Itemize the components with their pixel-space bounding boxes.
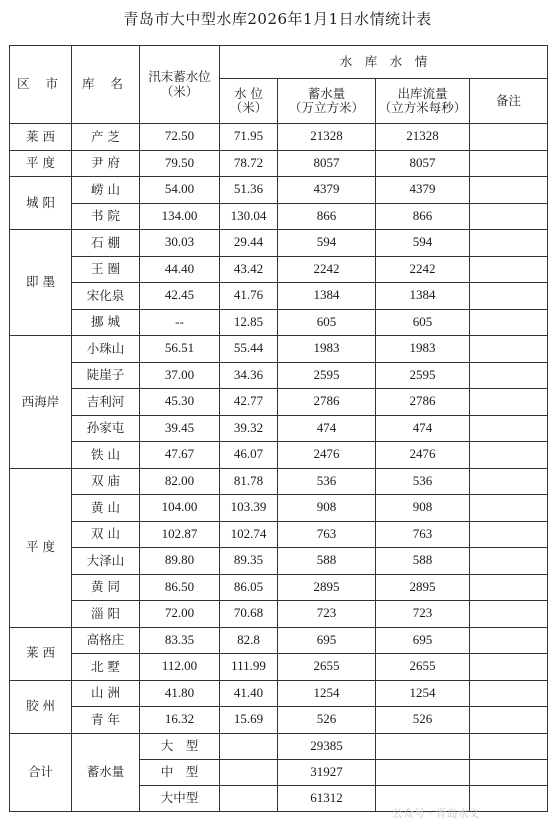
table-row — [10, 230, 548, 257]
table-row — [10, 124, 548, 151]
district-cell: 平 度 — [10, 150, 72, 177]
flood-limit-cell: 79.50 — [140, 150, 220, 177]
water-level-cell: 81.78 — [220, 468, 278, 495]
storage-cell: 526 — [278, 707, 376, 734]
summary-value-cell: 31927 — [278, 759, 376, 785]
storage-cell: 2595 — [278, 362, 376, 389]
remark-cell — [470, 654, 548, 681]
watermark: 公众号 · 青岛水文 — [392, 807, 480, 819]
storage-cell: 1254 — [278, 680, 376, 707]
reservoir-name-cell: 孙家屯 — [72, 415, 140, 442]
flood-limit-cell: 83.35 — [140, 627, 220, 654]
remark-cell — [470, 627, 548, 654]
water-level-cell: 51.36 — [220, 177, 278, 204]
table-row — [10, 203, 548, 230]
outflow-cell: 588 — [376, 548, 470, 575]
outflow-cell: 763 — [376, 521, 470, 548]
table-row — [10, 601, 548, 628]
storage-cell: 908 — [278, 495, 376, 522]
flood-limit-cell: 89.80 — [140, 548, 220, 575]
water-level-cell: 78.72 — [220, 150, 278, 177]
water-level-cell: 43.42 — [220, 256, 278, 283]
flood-limit-cell: 54.00 — [140, 177, 220, 204]
district-cell: 城 阳 — [10, 177, 72, 230]
water-level-cell: 42.77 — [220, 389, 278, 416]
outflow-cell: 2655 — [376, 654, 470, 681]
flood-limit-cell: 41.80 — [140, 680, 220, 707]
reservoir-name-cell: 青 年 — [72, 707, 140, 734]
outflow-cell: 8057 — [376, 150, 470, 177]
water-level-cell: 130.04 — [220, 203, 278, 230]
summary-blank-cell — [220, 759, 278, 785]
reservoir-name-cell: 黄 同 — [72, 574, 140, 601]
flood-limit-cell: -- — [140, 309, 220, 336]
header-flood-limit-level: 汛末蓄水位 （米） — [140, 46, 220, 124]
outflow-cell: 605 — [376, 309, 470, 336]
outflow-cell: 2595 — [376, 362, 470, 389]
summary-blank-cell — [376, 759, 470, 785]
summary-blank-cell — [376, 733, 470, 759]
storage-cell: 4379 — [278, 177, 376, 204]
outflow-cell: 2242 — [376, 256, 470, 283]
storage-cell: 2786 — [278, 389, 376, 416]
water-level-cell: 102.74 — [220, 521, 278, 548]
flood-limit-cell: 82.00 — [140, 468, 220, 495]
summary-type-cell: 大 型 — [140, 733, 220, 759]
header-storage: 蓄水量 （万立方米） — [278, 79, 376, 124]
storage-cell: 763 — [278, 521, 376, 548]
remark-cell — [470, 362, 548, 389]
district-cell: 莱 西 — [10, 124, 72, 151]
remark-cell — [470, 256, 548, 283]
reservoir-name-cell: 黄 山 — [72, 495, 140, 522]
reservoir-name-cell: 大泽山 — [72, 548, 140, 575]
table-row — [10, 177, 548, 204]
storage-cell: 2242 — [278, 256, 376, 283]
storage-cell: 474 — [278, 415, 376, 442]
table-row — [10, 256, 548, 283]
reservoir-name-cell: 王 圈 — [72, 256, 140, 283]
table-row — [10, 415, 548, 442]
district-cell: 平 度 — [10, 468, 72, 627]
remark-cell — [470, 442, 548, 469]
table-row — [10, 336, 548, 363]
summary-label-cell: 蓄水量 — [72, 733, 140, 811]
outflow-cell: 4379 — [376, 177, 470, 204]
header-outflow: 出库流量 （立方米每秒） — [376, 79, 470, 124]
remark-cell — [470, 177, 548, 204]
flood-limit-cell: 44.40 — [140, 256, 220, 283]
storage-cell: 8057 — [278, 150, 376, 177]
storage-cell: 588 — [278, 548, 376, 575]
summary-value-cell: 61312 — [278, 785, 376, 811]
outflow-cell: 1384 — [376, 283, 470, 310]
water-level-cell: 15.69 — [220, 707, 278, 734]
summary-type-cell: 大中型 — [140, 785, 220, 811]
flood-limit-cell: 39.45 — [140, 415, 220, 442]
remark-cell — [470, 548, 548, 575]
reservoir-name-cell: 铁 山 — [72, 442, 140, 469]
reservoir-name-cell: 挪 城 — [72, 309, 140, 336]
reservoir-name-cell: 小珠山 — [72, 336, 140, 363]
header-remark: 备注 — [470, 79, 548, 124]
header-reservoir: 库 名 — [72, 46, 140, 124]
reservoir-name-cell: 双 山 — [72, 521, 140, 548]
storage-cell: 536 — [278, 468, 376, 495]
water-level-cell: 29.44 — [220, 230, 278, 257]
reservoir-name-cell: 淄 阳 — [72, 601, 140, 628]
summary-blank-cell — [470, 733, 548, 759]
water-level-cell: 46.07 — [220, 442, 278, 469]
water-level-cell: 39.32 — [220, 415, 278, 442]
water-level-cell: 71.95 — [220, 124, 278, 151]
water-level-cell: 70.68 — [220, 601, 278, 628]
reservoir-name-cell: 宋化泉 — [72, 283, 140, 310]
flood-limit-cell: 134.00 — [140, 203, 220, 230]
remark-cell — [470, 495, 548, 522]
remark-cell — [470, 601, 548, 628]
water-level-cell: 41.40 — [220, 680, 278, 707]
summary-type-cell: 中 型 — [140, 759, 220, 785]
water-level-cell: 86.05 — [220, 574, 278, 601]
remark-cell — [470, 680, 548, 707]
flood-limit-cell: 42.45 — [140, 283, 220, 310]
summary-blank-cell — [220, 785, 278, 811]
table-row — [10, 548, 548, 575]
table-row — [10, 680, 548, 707]
table-row — [10, 574, 548, 601]
district-cell: 即 墨 — [10, 230, 72, 336]
table-row — [10, 362, 548, 389]
table-row — [10, 654, 548, 681]
summary-row — [10, 733, 548, 759]
outflow-cell: 21328 — [376, 124, 470, 151]
header-water-status: 水 库 水 情 — [220, 46, 548, 79]
flood-limit-cell: 56.51 — [140, 336, 220, 363]
water-level-cell: 55.44 — [220, 336, 278, 363]
remark-cell — [470, 336, 548, 363]
table-row — [10, 389, 548, 416]
water-level-cell: 41.76 — [220, 283, 278, 310]
reservoir-name-cell: 书 院 — [72, 203, 140, 230]
reservoir-name-cell: 陡崖子 — [72, 362, 140, 389]
reservoir-name-cell: 北 墅 — [72, 654, 140, 681]
remark-cell — [470, 203, 548, 230]
outflow-cell: 2895 — [376, 574, 470, 601]
outflow-cell: 695 — [376, 627, 470, 654]
water-level-cell: 111.99 — [220, 654, 278, 681]
flood-limit-cell: 16.32 — [140, 707, 220, 734]
remark-cell — [470, 283, 548, 310]
remark-cell — [470, 707, 548, 734]
water-level-cell: 34.36 — [220, 362, 278, 389]
reservoir-name-cell: 高格庄 — [72, 627, 140, 654]
reservoir-name-cell: 尹 府 — [72, 150, 140, 177]
summary-value-cell: 29385 — [278, 733, 376, 759]
flood-limit-cell: 104.00 — [140, 495, 220, 522]
reservoir-name-cell: 吉利河 — [72, 389, 140, 416]
district-cell: 西海岸 — [10, 336, 72, 469]
header-district: 区 市 — [10, 46, 72, 124]
remark-cell — [470, 230, 548, 257]
remark-cell — [470, 309, 548, 336]
water-level-cell: 89.35 — [220, 548, 278, 575]
table-row — [10, 707, 548, 734]
table-row — [10, 442, 548, 469]
table-row — [10, 283, 548, 310]
water-level-cell: 82.8 — [220, 627, 278, 654]
summary-blank-cell — [220, 733, 278, 759]
district-cell: 莱 西 — [10, 627, 72, 680]
flood-limit-cell: 112.00 — [140, 654, 220, 681]
storage-cell: 1983 — [278, 336, 376, 363]
table-row — [10, 495, 548, 522]
flood-limit-cell: 45.30 — [140, 389, 220, 416]
reservoir-name-cell: 崂 山 — [72, 177, 140, 204]
outflow-cell: 594 — [376, 230, 470, 257]
remark-cell — [470, 574, 548, 601]
flood-limit-cell: 86.50 — [140, 574, 220, 601]
flood-limit-cell: 37.00 — [140, 362, 220, 389]
table-row — [10, 521, 548, 548]
storage-cell: 2895 — [278, 574, 376, 601]
reservoir-name-cell: 山 洲 — [72, 680, 140, 707]
outflow-cell: 2476 — [376, 442, 470, 469]
remark-cell — [470, 389, 548, 416]
storage-cell: 1384 — [278, 283, 376, 310]
outflow-cell: 474 — [376, 415, 470, 442]
table-title: 青岛市大中型水库2026年1月1日水情统计表 — [123, 10, 432, 28]
outflow-cell: 1983 — [376, 336, 470, 363]
district-cell: 胶 州 — [10, 680, 72, 733]
outflow-cell: 2786 — [376, 389, 470, 416]
outflow-cell: 536 — [376, 468, 470, 495]
outflow-cell: 526 — [376, 707, 470, 734]
flood-limit-cell: 102.87 — [140, 521, 220, 548]
water-level-cell: 103.39 — [220, 495, 278, 522]
flood-limit-cell: 47.67 — [140, 442, 220, 469]
remark-cell — [470, 150, 548, 177]
storage-cell: 594 — [278, 230, 376, 257]
table-row — [10, 150, 548, 177]
outflow-cell: 1254 — [376, 680, 470, 707]
summary-district-cell: 合计 — [10, 733, 72, 811]
reservoir-name-cell: 双 庙 — [72, 468, 140, 495]
flood-limit-cell: 30.03 — [140, 230, 220, 257]
storage-cell: 723 — [278, 601, 376, 628]
flood-limit-cell: 72.00 — [140, 601, 220, 628]
table-row — [10, 468, 548, 495]
water-level-cell: 12.85 — [220, 309, 278, 336]
reservoir-name-cell: 石 棚 — [72, 230, 140, 257]
outflow-cell: 866 — [376, 203, 470, 230]
outflow-cell: 908 — [376, 495, 470, 522]
storage-cell: 605 — [278, 309, 376, 336]
remark-cell — [470, 124, 548, 151]
table-row — [10, 627, 548, 654]
remark-cell — [470, 415, 548, 442]
storage-cell: 2655 — [278, 654, 376, 681]
reservoir-name-cell: 产 芝 — [72, 124, 140, 151]
flood-limit-cell: 72.50 — [140, 124, 220, 151]
table-row — [10, 309, 548, 336]
header-water-level: 水 位 （米） — [220, 79, 278, 124]
storage-cell: 866 — [278, 203, 376, 230]
remark-cell — [470, 468, 548, 495]
water-status-table — [9, 45, 548, 812]
storage-cell: 21328 — [278, 124, 376, 151]
outflow-cell: 723 — [376, 601, 470, 628]
storage-cell: 2476 — [278, 442, 376, 469]
remark-cell — [470, 521, 548, 548]
summary-blank-cell — [470, 759, 548, 785]
storage-cell: 695 — [278, 627, 376, 654]
